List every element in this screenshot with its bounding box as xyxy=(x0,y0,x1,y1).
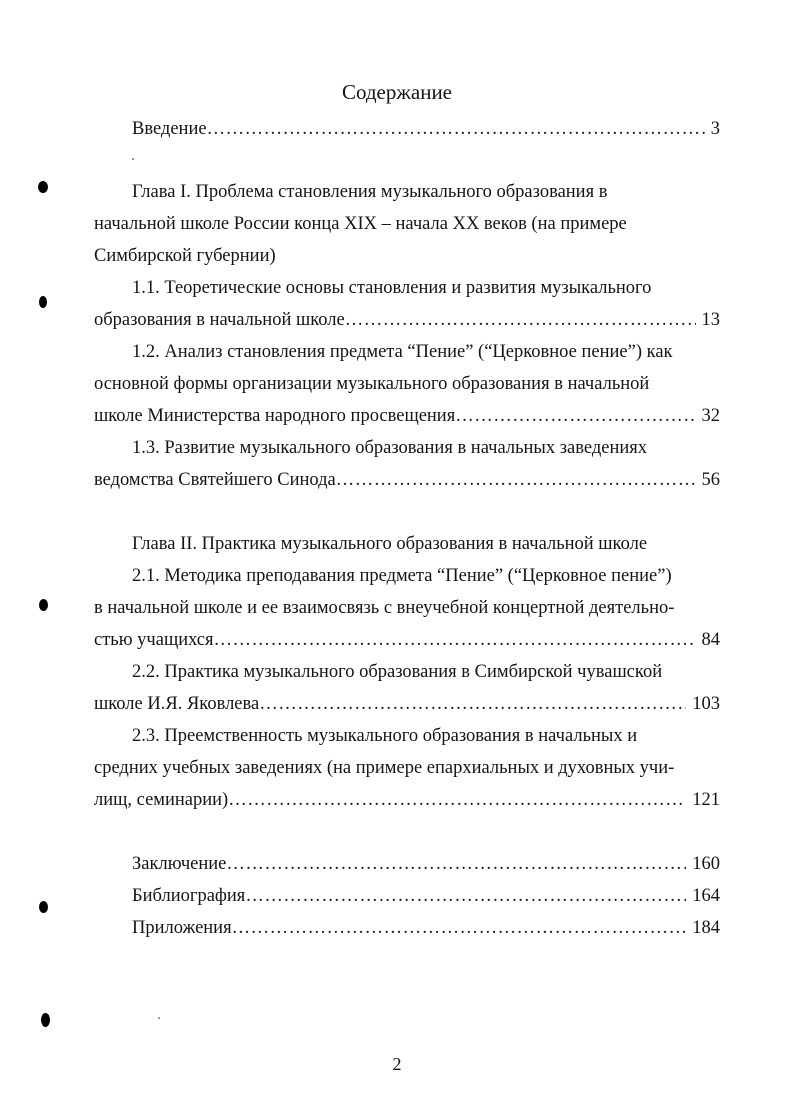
toc-entry-label: лищ, семинарии) xyxy=(94,790,229,810)
dot-leader xyxy=(336,466,696,494)
toc-entry-section-1-3 xyxy=(94,466,720,494)
toc-entry-section-2-3 xyxy=(94,786,720,814)
toc-entry-section-1-1 xyxy=(94,306,720,334)
section-1-1-line: 1.1. Теоретические основы становления и развития музыкального xyxy=(132,278,652,298)
dot-leader xyxy=(245,882,686,910)
toc-entry-label: образования в начальной школе xyxy=(94,310,345,330)
dot-leader xyxy=(228,786,686,814)
section-1-2-line: основной формы организации музыкального образования в начальной xyxy=(94,374,650,394)
dot-leader xyxy=(226,850,686,878)
binder-hole-mark xyxy=(39,599,48,611)
toc-entry-page: 164 xyxy=(692,886,720,906)
toc-entry-page: 56 xyxy=(701,470,720,490)
toc-entry-bibliography xyxy=(132,882,720,910)
toc-entry-label: Заключение xyxy=(132,854,227,874)
binder-hole-mark xyxy=(41,1013,50,1027)
toc-entry-section-2-2 xyxy=(94,690,720,718)
toc-entry-intro xyxy=(132,115,720,143)
toc-entry-label: школе Министерства народного просвещения xyxy=(94,406,456,426)
toc-entry-label: школе И.Я. Яковлева xyxy=(94,694,260,714)
dot-leader xyxy=(345,306,696,334)
toc-entry-label: ведомства Святейшего Синода xyxy=(94,470,336,490)
toc-entry-page: 13 xyxy=(701,310,720,330)
toc-entry-label: стью учащихся xyxy=(94,630,214,650)
toc-entry-label: Приложения xyxy=(132,918,232,938)
toc-entry-page: 160 xyxy=(692,854,720,874)
scan-speck xyxy=(158,1017,160,1019)
chapter-1-heading-line: Симбирской губернии) xyxy=(94,246,276,266)
dot-leader xyxy=(214,626,696,654)
toc-entry-section-1-2 xyxy=(94,402,720,430)
dot-leader xyxy=(207,115,705,143)
toc-entry-label: Введение xyxy=(132,119,207,139)
dot-leader xyxy=(455,402,695,430)
toc-entry-page: 103 xyxy=(692,694,720,714)
section-2-1-line: в начальной школе и ее взаимосвязь с внеучебной концертной деятельно- xyxy=(94,598,675,618)
toc-entry-section-2-1 xyxy=(94,626,720,654)
toc-entry-page: 32 xyxy=(701,406,720,426)
toc-entry-conclusion xyxy=(132,850,720,878)
binder-hole-mark xyxy=(39,901,48,913)
page-number: 2 xyxy=(392,1054,402,1074)
page-title: Содержание xyxy=(341,80,453,104)
chapter-1-heading-line: начальной школе России конца XIX – начала XX веков (на примере xyxy=(94,214,627,234)
binder-hole-mark xyxy=(38,181,48,193)
toc-entry-page: 184 xyxy=(692,918,720,938)
chapter-2-heading-line: Глава II. Практика музыкального образования в начальной школе xyxy=(132,534,648,554)
scan-speck xyxy=(132,158,134,160)
section-1-2-line: 1.2. Анализ становления предмета “Пение” (“Церковное пение”) как xyxy=(132,342,673,362)
section-2-2-line: 2.2. Практика музыкального образования в Симбирской чувашской xyxy=(132,662,663,682)
toc-entry-page: 84 xyxy=(701,630,720,650)
chapter-1-heading-line: Глава I. Проблема становления музыкального образования в xyxy=(132,182,608,202)
section-1-3-line: 1.3. Развитие музыкального образования в начальных заведениях xyxy=(132,438,648,458)
dot-leader xyxy=(232,914,687,942)
section-2-3-line: 2.3. Преемственность музыкального образования в начальных и xyxy=(132,726,638,746)
toc-entry-page: 121 xyxy=(692,790,720,810)
section-2-3-line: средних учебных заведениях (на примере епархиальных и духовных учи- xyxy=(94,758,675,778)
toc-entry-appendices xyxy=(132,914,720,942)
dot-leader xyxy=(259,690,686,718)
toc-entry-page: 3 xyxy=(710,119,720,139)
binder-hole-mark xyxy=(39,296,47,308)
toc-entry-label: Библиография xyxy=(132,886,246,906)
section-2-1-line: 2.1. Методика преподавания предмета “Пение” (“Церковное пение”) xyxy=(132,566,672,586)
